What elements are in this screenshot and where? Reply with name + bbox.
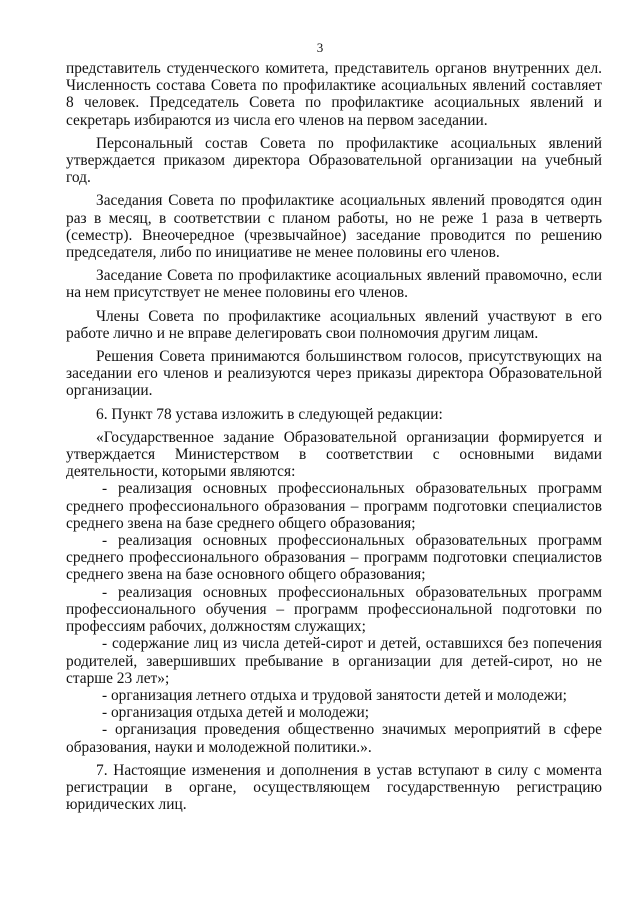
list-item-vocational-training: - реализация основных профессиональных образовательных программ профессионального обучения – программ профессиональной подготовки по профессиям рабочих, должностям служащих; [66, 583, 602, 636]
list-item-program-basic: - реализация основных профессиональных образовательных программ среднего профессионального образования – программ подготовки специалистов среднего звена на базе основного общего образования; [66, 532, 602, 584]
paragraph-council-composition: представитель студенческого комитета, представитель органов внутренних дел. Численность состава Совета по профилактике асоциальных явлений составляет 8 человек. Председатель Совета по профилактике асоциальных явлений и секретарь избираются из числа его членов на первом заседании. [66, 60, 602, 129]
document-body [66, 60, 602, 813]
list-item-orphans-support: - содержание лиц из числа детей-сирот и детей, оставшихся без попечения родителей, завершивших пребывание в организации для детей-сирот, но не старше 23 лет»; [66, 635, 602, 687]
list-item-program-secondary: - реализация основных профессиональных образовательных программ среднего профессионального образования – программ подготовки специалистов среднего звена на базе среднего общего образования; [66, 480, 602, 532]
paragraph-quorum: Заседание Совета по профилактике асоциальных явлений правомочно, если на нем присутствует не менее половины его членов. [66, 267, 602, 302]
paragraph-members-participation: Члены Совета по профилактике асоциальных явлений участвуют в его работе лично и не вправе делегировать свои полномочия другим лицам. [66, 307, 602, 342]
paragraph-meetings-schedule: Заседания Совета по профилактике асоциальных явлений проводятся один раз в месяц, в соответствии с планом работы, но не реже 1 раза в четверть (семестр). Внеочередное (чрезвычайное) заседание проводится по решению председателя, либо по инициативе не менее половины его членов. [66, 192, 602, 262]
paragraph-personal-composition: Персональный состав Совета по профилактике асоциальных явлений утверждается приказом директора Образовательной организации на учебный год. [66, 134, 602, 187]
paragraph-decisions: Решения Совета принимаются большинством голосов, присутствующих на заседании его членов и реализуются через приказы директора Образовательной организации. [66, 348, 602, 400]
paragraph-state-assignment: «Государственное задание Образовательной организации формируется и утверждается Министерством в соответствии с основными видами деятельности, которыми являются: [66, 428, 602, 481]
list-item-public-events: - организация проведения общественно значимых мероприятий в сфере образования, науки и молодежной политики.». [66, 721, 602, 756]
list-item-recreation: - организация отдыха детей и молодежи; [102, 704, 370, 722]
list-item-summer-recreation: - организация летнего отдыха и трудовой занятости детей и молодежи; [102, 686, 567, 704]
paragraph-clause-7: 7. Настоящие изменения и дополнения в устав вступают в силу с момента регистрации в органе, осуществляющем государственную регистрацию юридических лиц. [66, 761, 602, 814]
paragraph-clause-6: 6. Пункт 78 устава изложить в следующей редакции: [96, 405, 443, 423]
page-number: 3 [316, 40, 324, 55]
